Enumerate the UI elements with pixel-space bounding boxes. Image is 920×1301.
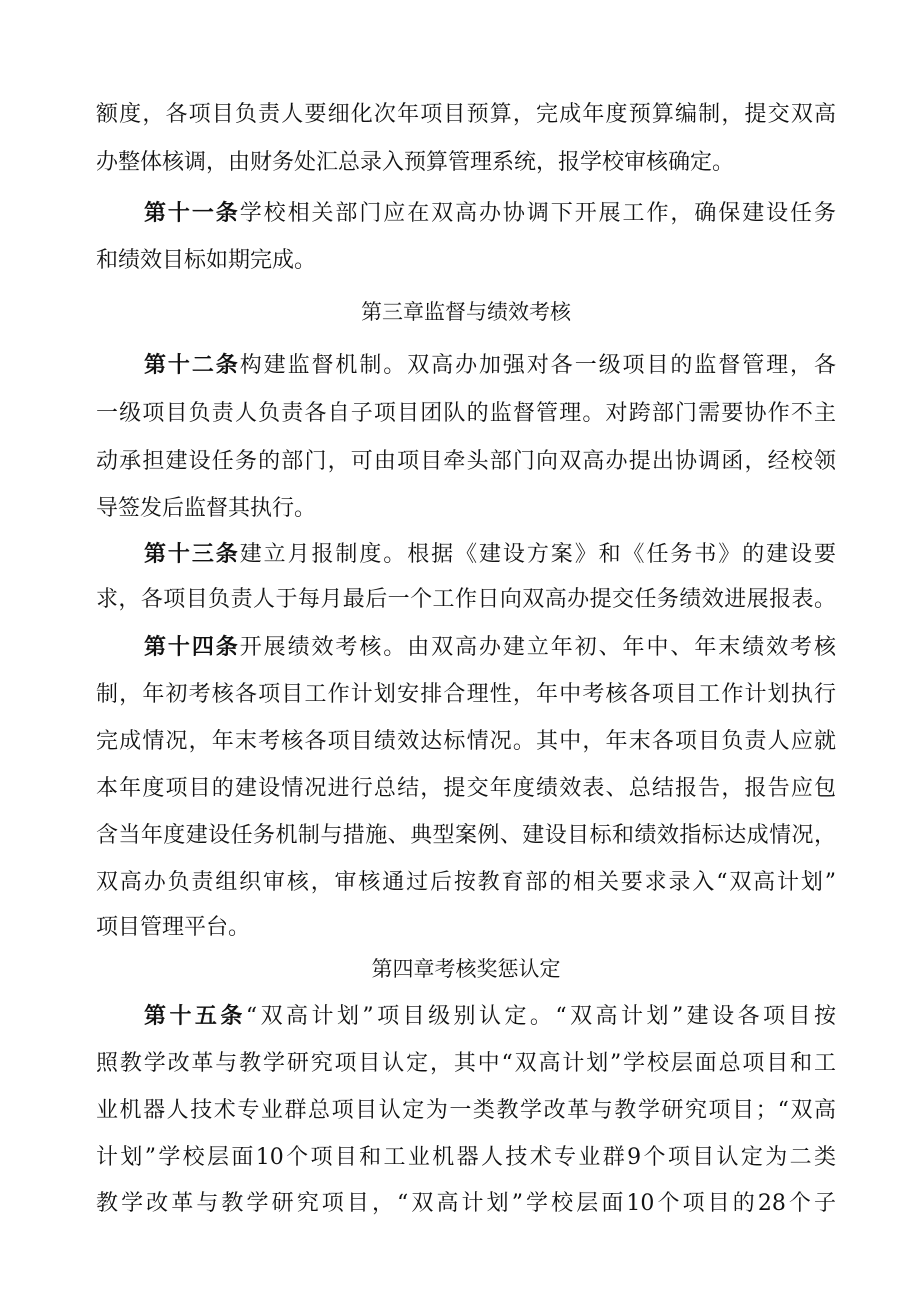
article-14-line: 第十四条开展绩效考核。由双高办建立年初、年中、年末绩效考核 <box>144 635 836 660</box>
paragraph-line: 完成情况，年末考核各项目绩效达标情况。其中，年末各项目负责人应就 <box>96 729 836 754</box>
article-number: 第十二条 <box>144 353 240 378</box>
paragraph-line: 导签发后监督其执行。 <box>96 496 317 521</box>
paragraph-line: 一级项目负责人负责各自子项目团队的监督管理。对跨部门需要协作不主 <box>96 401 836 426</box>
article-number: 第十一条 <box>144 201 240 226</box>
paragraph-line: 含当年度建设任务机制与措施、典型案例、建设目标和绩效指标达成情况， <box>96 823 836 848</box>
article-12-line: 第十二条构建监督机制。双高办加强对各一级项目的监督管理，各 <box>144 353 836 378</box>
article-11-line: 第十一条学校相关部门应在双高办协调下开展工作，确保建设任务 <box>144 201 836 226</box>
article-number: 第十三条 <box>144 542 240 567</box>
paragraph-line: 教学改革与教学研究项目，“双高计划”学校层面10个项目的28个子 <box>96 1191 836 1216</box>
paragraph-line: 本年度项目的建设情况进行总结，提交年度绩效表、总结报告，报告应包 <box>96 776 836 801</box>
article-number: 第十四条 <box>144 635 240 660</box>
paragraph-line: 动承担建设任务的部门，可由项目牵头部门向双高办提出协调函，经校领 <box>96 449 836 474</box>
chapter-heading: 第三章监督与绩效考核 <box>361 300 571 324</box>
paragraph-line: 额度，各项目负责人要细化次年项目预算，完成年度预算编制，提交双高 <box>96 102 836 127</box>
paragraph-line: 业机器人技术专业群总项目认定为一类教学改革与教学研究项目；“双高 <box>96 1098 836 1123</box>
article-15-line: 第十五条“双高计划”项目级别认定。“双高计划”建设各项目按 <box>144 1004 836 1029</box>
article-13-line: 第十三条建立月报制度。根据《建设方案》和《任务书》的建设要 <box>144 542 836 567</box>
paragraph-line: 计划”学校层面10个项目和工业机器人技术专业群9个项目认定为二类 <box>96 1145 836 1170</box>
paragraph-line: 照教学改革与教学研究项目认定，其中“双高计划”学校层面总项目和工 <box>96 1051 836 1076</box>
paragraph-line: 求，各项目负责人于每月最后一个工作日向双高办提交任务绩效进展报表。 <box>96 587 836 612</box>
paragraph-line: 项目管理平台。 <box>96 915 251 940</box>
paragraph-line: 制，年初考核各项目工作计划安排合理性，年中考核各项目工作计划执行 <box>96 682 836 707</box>
paragraph-line: 双高办负责组织审核，审核通过后按教育部的相关要求录入“双高计划” <box>96 870 836 895</box>
paragraph-line: 办整体核调，由财务处汇总录入预算管理系统，报学校审核确定。 <box>96 150 735 175</box>
chapter-heading: 第四章考核奖惩认定 <box>371 957 561 981</box>
article-number: 第十五条 <box>144 1004 246 1029</box>
paragraph-line: 和绩效目标如期完成。 <box>96 248 317 273</box>
